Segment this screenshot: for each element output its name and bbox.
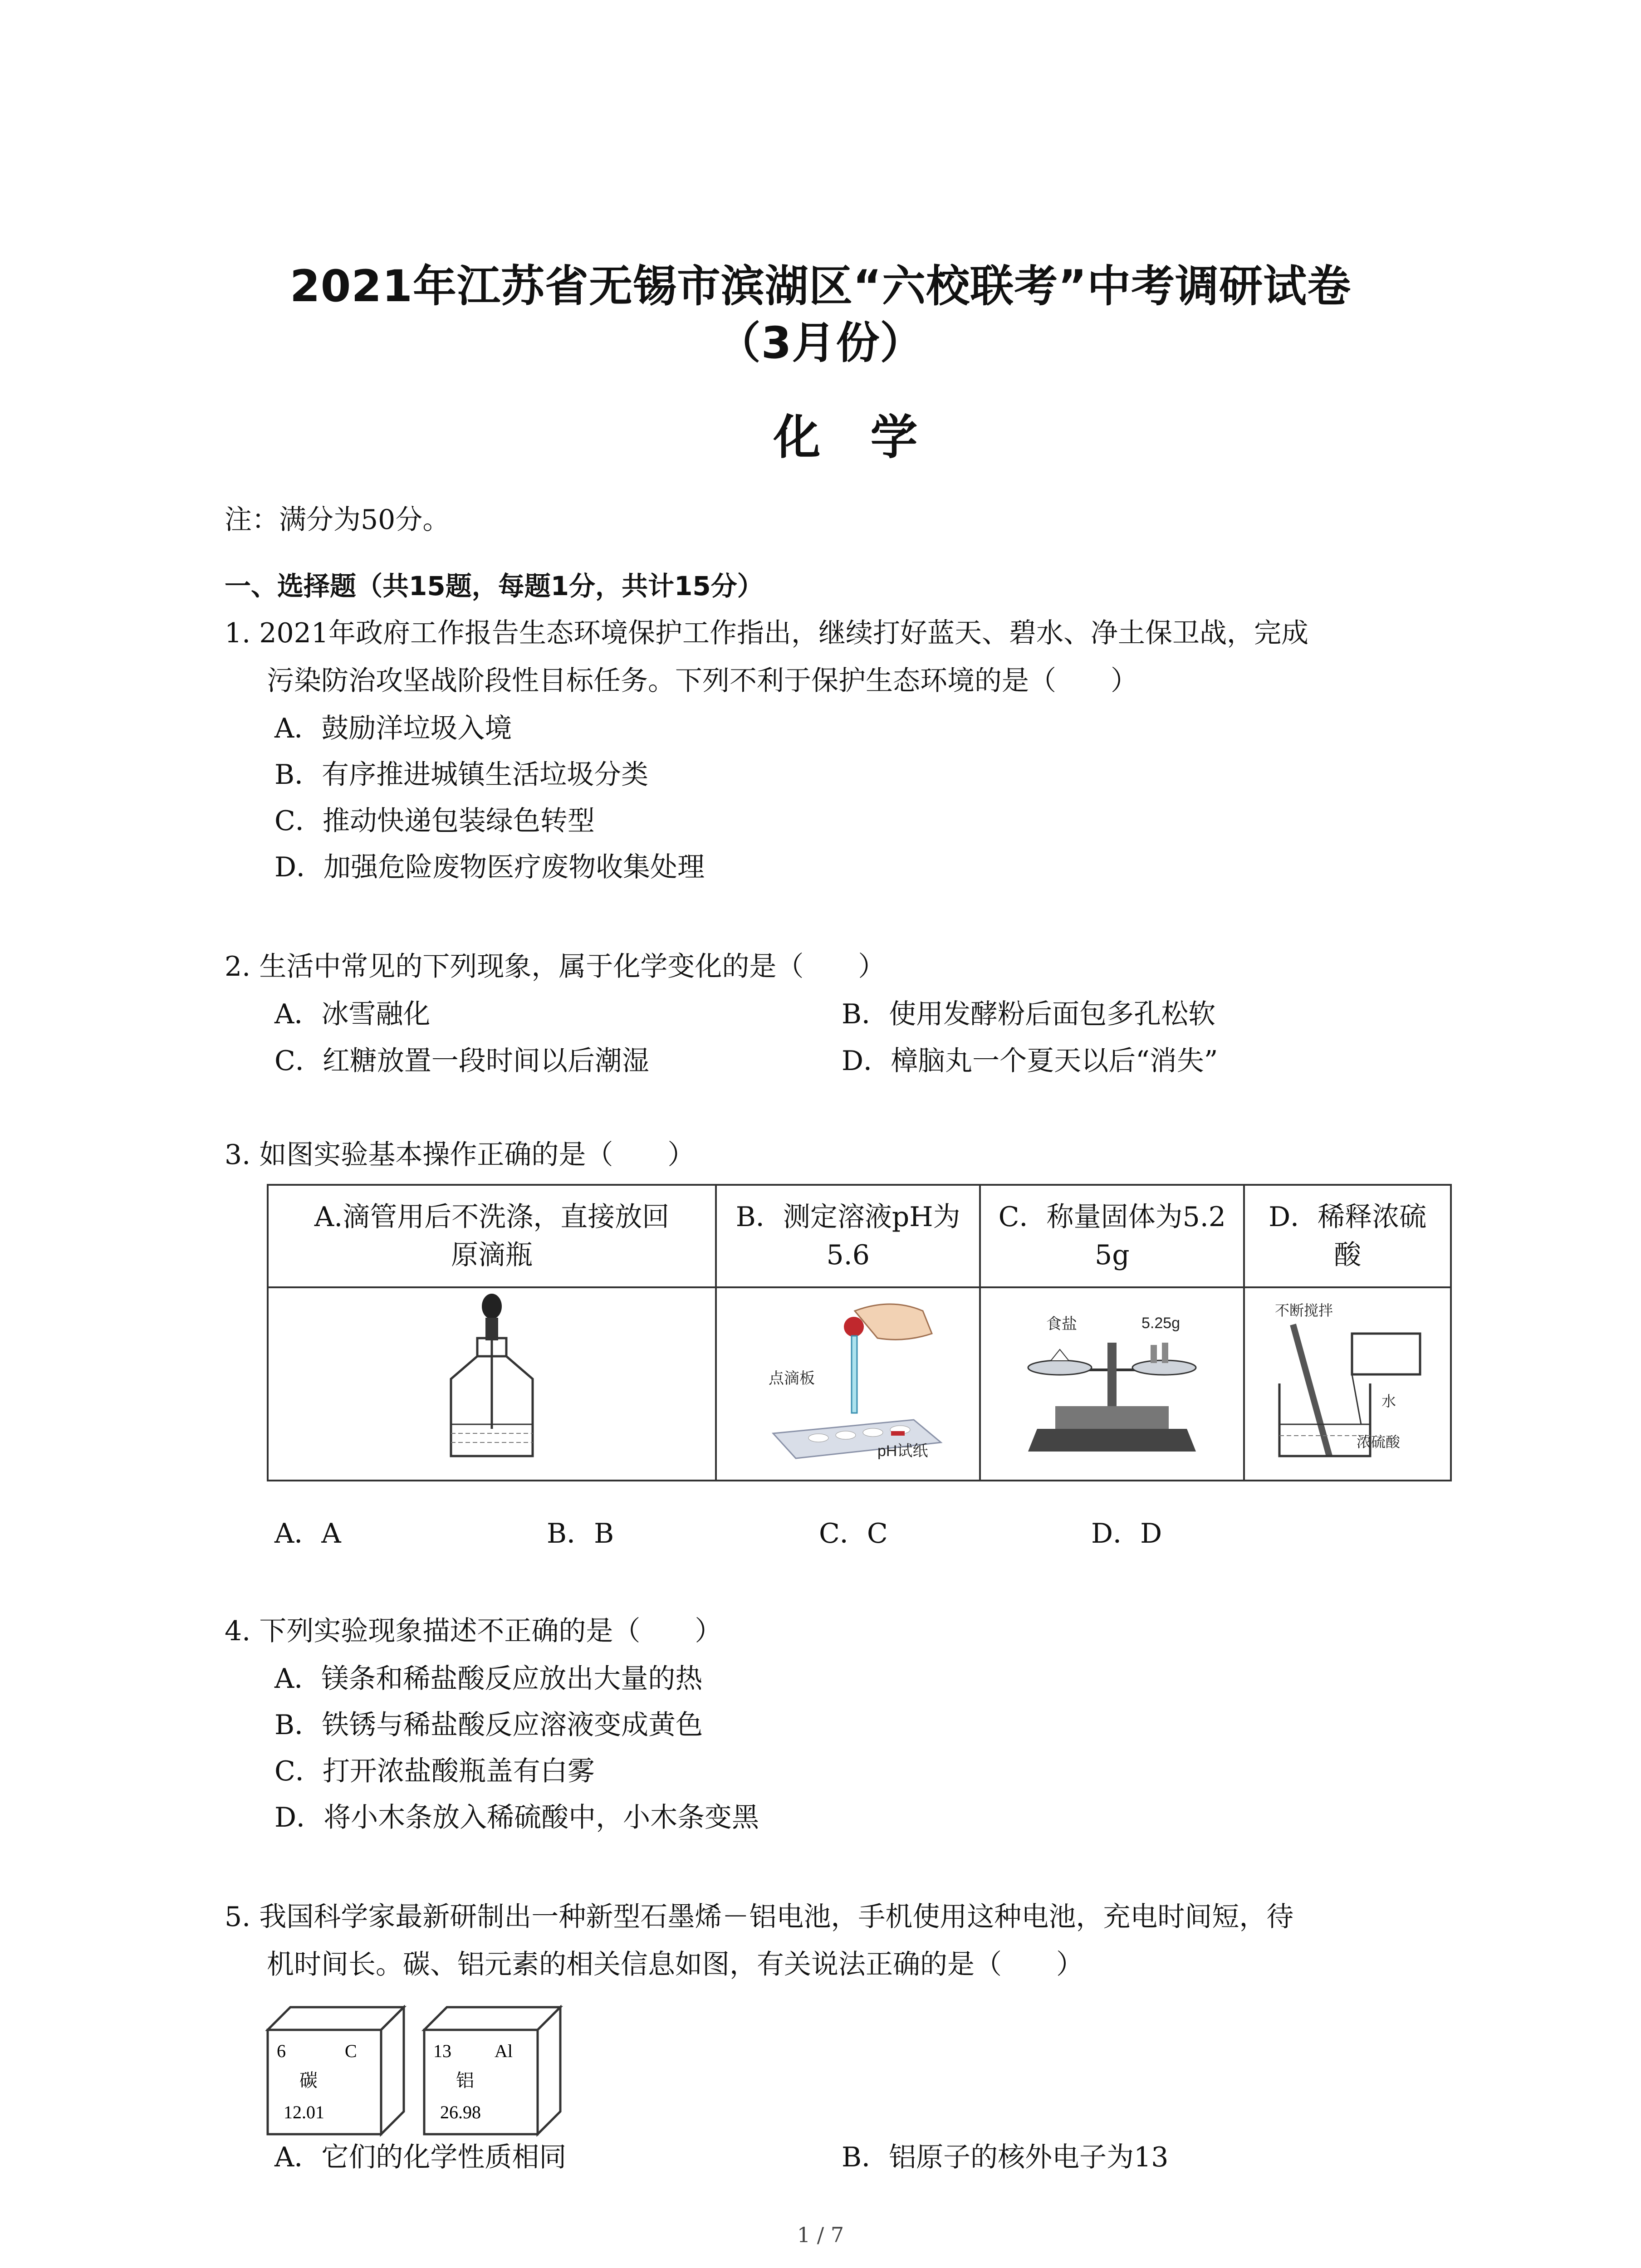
page-number: 1 / 7 — [797, 2223, 844, 2247]
q3-col-b-header-line1: B．测定溶液pH为 — [735, 1201, 960, 1233]
scale-mass-label: 5.25g — [1141, 1315, 1181, 1332]
q3-col-b-header-line2: 5.6 — [826, 1239, 870, 1271]
aluminum-mass: 26.98 — [440, 2102, 481, 2122]
q5-option-a: A．它们的化学性质相同 — [274, 2141, 567, 2173]
q1-option-b: B．有序推进城镇生活垃圾分类 — [274, 759, 649, 791]
q3-option-b: B．B — [547, 1518, 614, 1549]
q2-stem: 2. 生活中常见的下列现象，属于化学变化的是（ ） — [225, 951, 886, 982]
element-cards — [265, 2005, 592, 2141]
q3-col-a-header-line1: A.滴管用后不洗涤，直接放回 — [314, 1201, 670, 1233]
acid-label: 浓硫酸 — [1357, 1434, 1401, 1450]
q3-image-d — [1244, 1287, 1451, 1481]
ph-plate-label: 点滴板 — [769, 1370, 815, 1387]
q4-option-d: D．将小木条放入稀硫酸中，小木条变黑 — [274, 1802, 759, 1833]
aluminum-symbol: Al — [495, 2041, 513, 2061]
q3-col-a-header-line2: 原滴瓶 — [451, 1239, 533, 1271]
q4-option-b: B．铁锈与稀盐酸反应溶液变成黄色 — [274, 1709, 703, 1741]
water-label: 水 — [1381, 1393, 1396, 1409]
q5-stem-line1: 5. 我国科学家最新研制出一种新型石墨烯－铝电池，手机使用这种电池，充电时间短，待 — [225, 1901, 1294, 1933]
subject-title: 化学 — [773, 410, 968, 465]
carbon-mass: 12.01 — [284, 2102, 324, 2122]
section-1-heading: 一、选择题（共15题，每题1分，共计15分） — [225, 571, 764, 601]
q1-option-d: D．加强危险废物医疗废物收集处理 — [274, 851, 705, 883]
q5-option-b: B．铝原子的核外电子为13 — [842, 2141, 1169, 2173]
q1-stem-line2: 污染防治攻坚战阶段性目标任务。下列不利于保护生态环境的是（ ） — [267, 665, 1138, 697]
q3-image-a — [268, 1287, 716, 1481]
q3-image-c — [980, 1287, 1244, 1481]
carbon-name: 碳 — [299, 2070, 318, 2091]
q4-option-c: C．打开浓盐酸瓶盖有白雾 — [274, 1755, 595, 1787]
q4-stem: 4. 下列实验现象描述不正确的是（ ） — [225, 1615, 722, 1647]
exam-title-line2: （3月份） — [717, 318, 924, 368]
q3-col-c-header — [980, 1185, 1244, 1287]
balance-scale-icon — [1005, 1293, 1219, 1465]
acid-dilution-icon — [1266, 1293, 1429, 1465]
q3-col-b-header — [716, 1185, 980, 1287]
ph-paper-label: pH试纸 — [877, 1442, 928, 1460]
q2-option-d: D．樟脑丸一个夏天以后“消失” — [842, 1045, 1218, 1077]
q5-stem-line2: 机时间长。碳、铝元素的相关信息如图，有关说法正确的是（ ） — [267, 1949, 1083, 1980]
q3-option-a: A．A — [274, 1518, 341, 1549]
score-note: 注：满分为50分。 — [225, 504, 450, 536]
dropper-bottle-icon — [433, 1293, 551, 1465]
exam-title-line1: 2021年江苏省无锡市滨湖区“六校联考”中考调研试卷 — [289, 261, 1352, 312]
q3-col-a-header — [268, 1185, 716, 1287]
aluminum-name: 铝 — [456, 2070, 474, 2091]
ph-test-icon — [741, 1293, 955, 1465]
q1-option-a: A．鼓励洋垃圾入境 — [274, 713, 512, 744]
q3-col-d-header-line2: 酸 — [1334, 1239, 1362, 1271]
q3-col-c-header-line1: C．称量固体为5.2 — [998, 1201, 1226, 1233]
q4-option-a: A．镁条和稀盐酸反应放出大量的热 — [274, 1663, 703, 1695]
q3-operations-table — [267, 1184, 1452, 1481]
element-card-carbon — [268, 2007, 404, 2134]
q2-option-a: A．冰雪融化 — [274, 998, 431, 1030]
q3-col-d-header-line1: D．稀释浓硫 — [1269, 1201, 1427, 1233]
q3-image-b — [716, 1287, 980, 1481]
q3-col-d-header — [1244, 1185, 1451, 1287]
stir-label: 不断搅拌 — [1275, 1302, 1333, 1319]
q1-stem-line1: 1. 2021年政府工作报告生态环境保护工作指出，继续打好蓝天、碧水、净土保卫战，完成 — [225, 617, 1309, 649]
q3-option-d: D．D — [1091, 1518, 1162, 1549]
scale-salt-label: 食盐 — [1046, 1315, 1078, 1333]
q3-option-c: C．C — [819, 1518, 888, 1549]
q3-col-c-header-line2: 5g — [1095, 1239, 1130, 1271]
q3-stem: 3. 如图实验基本操作正确的是（ ） — [225, 1139, 695, 1171]
q2-option-c: C．红糖放置一段时间以后潮湿 — [274, 1045, 649, 1077]
q1-option-c: C．推动快递包装绿色转型 — [274, 805, 595, 837]
carbon-number: 6 — [277, 2041, 286, 2061]
aluminum-number: 13 — [433, 2041, 451, 2061]
element-card-aluminum — [424, 2007, 560, 2134]
q2-option-b: B．使用发酵粉后面包多孔松软 — [842, 998, 1216, 1030]
carbon-symbol: C — [345, 2041, 357, 2061]
